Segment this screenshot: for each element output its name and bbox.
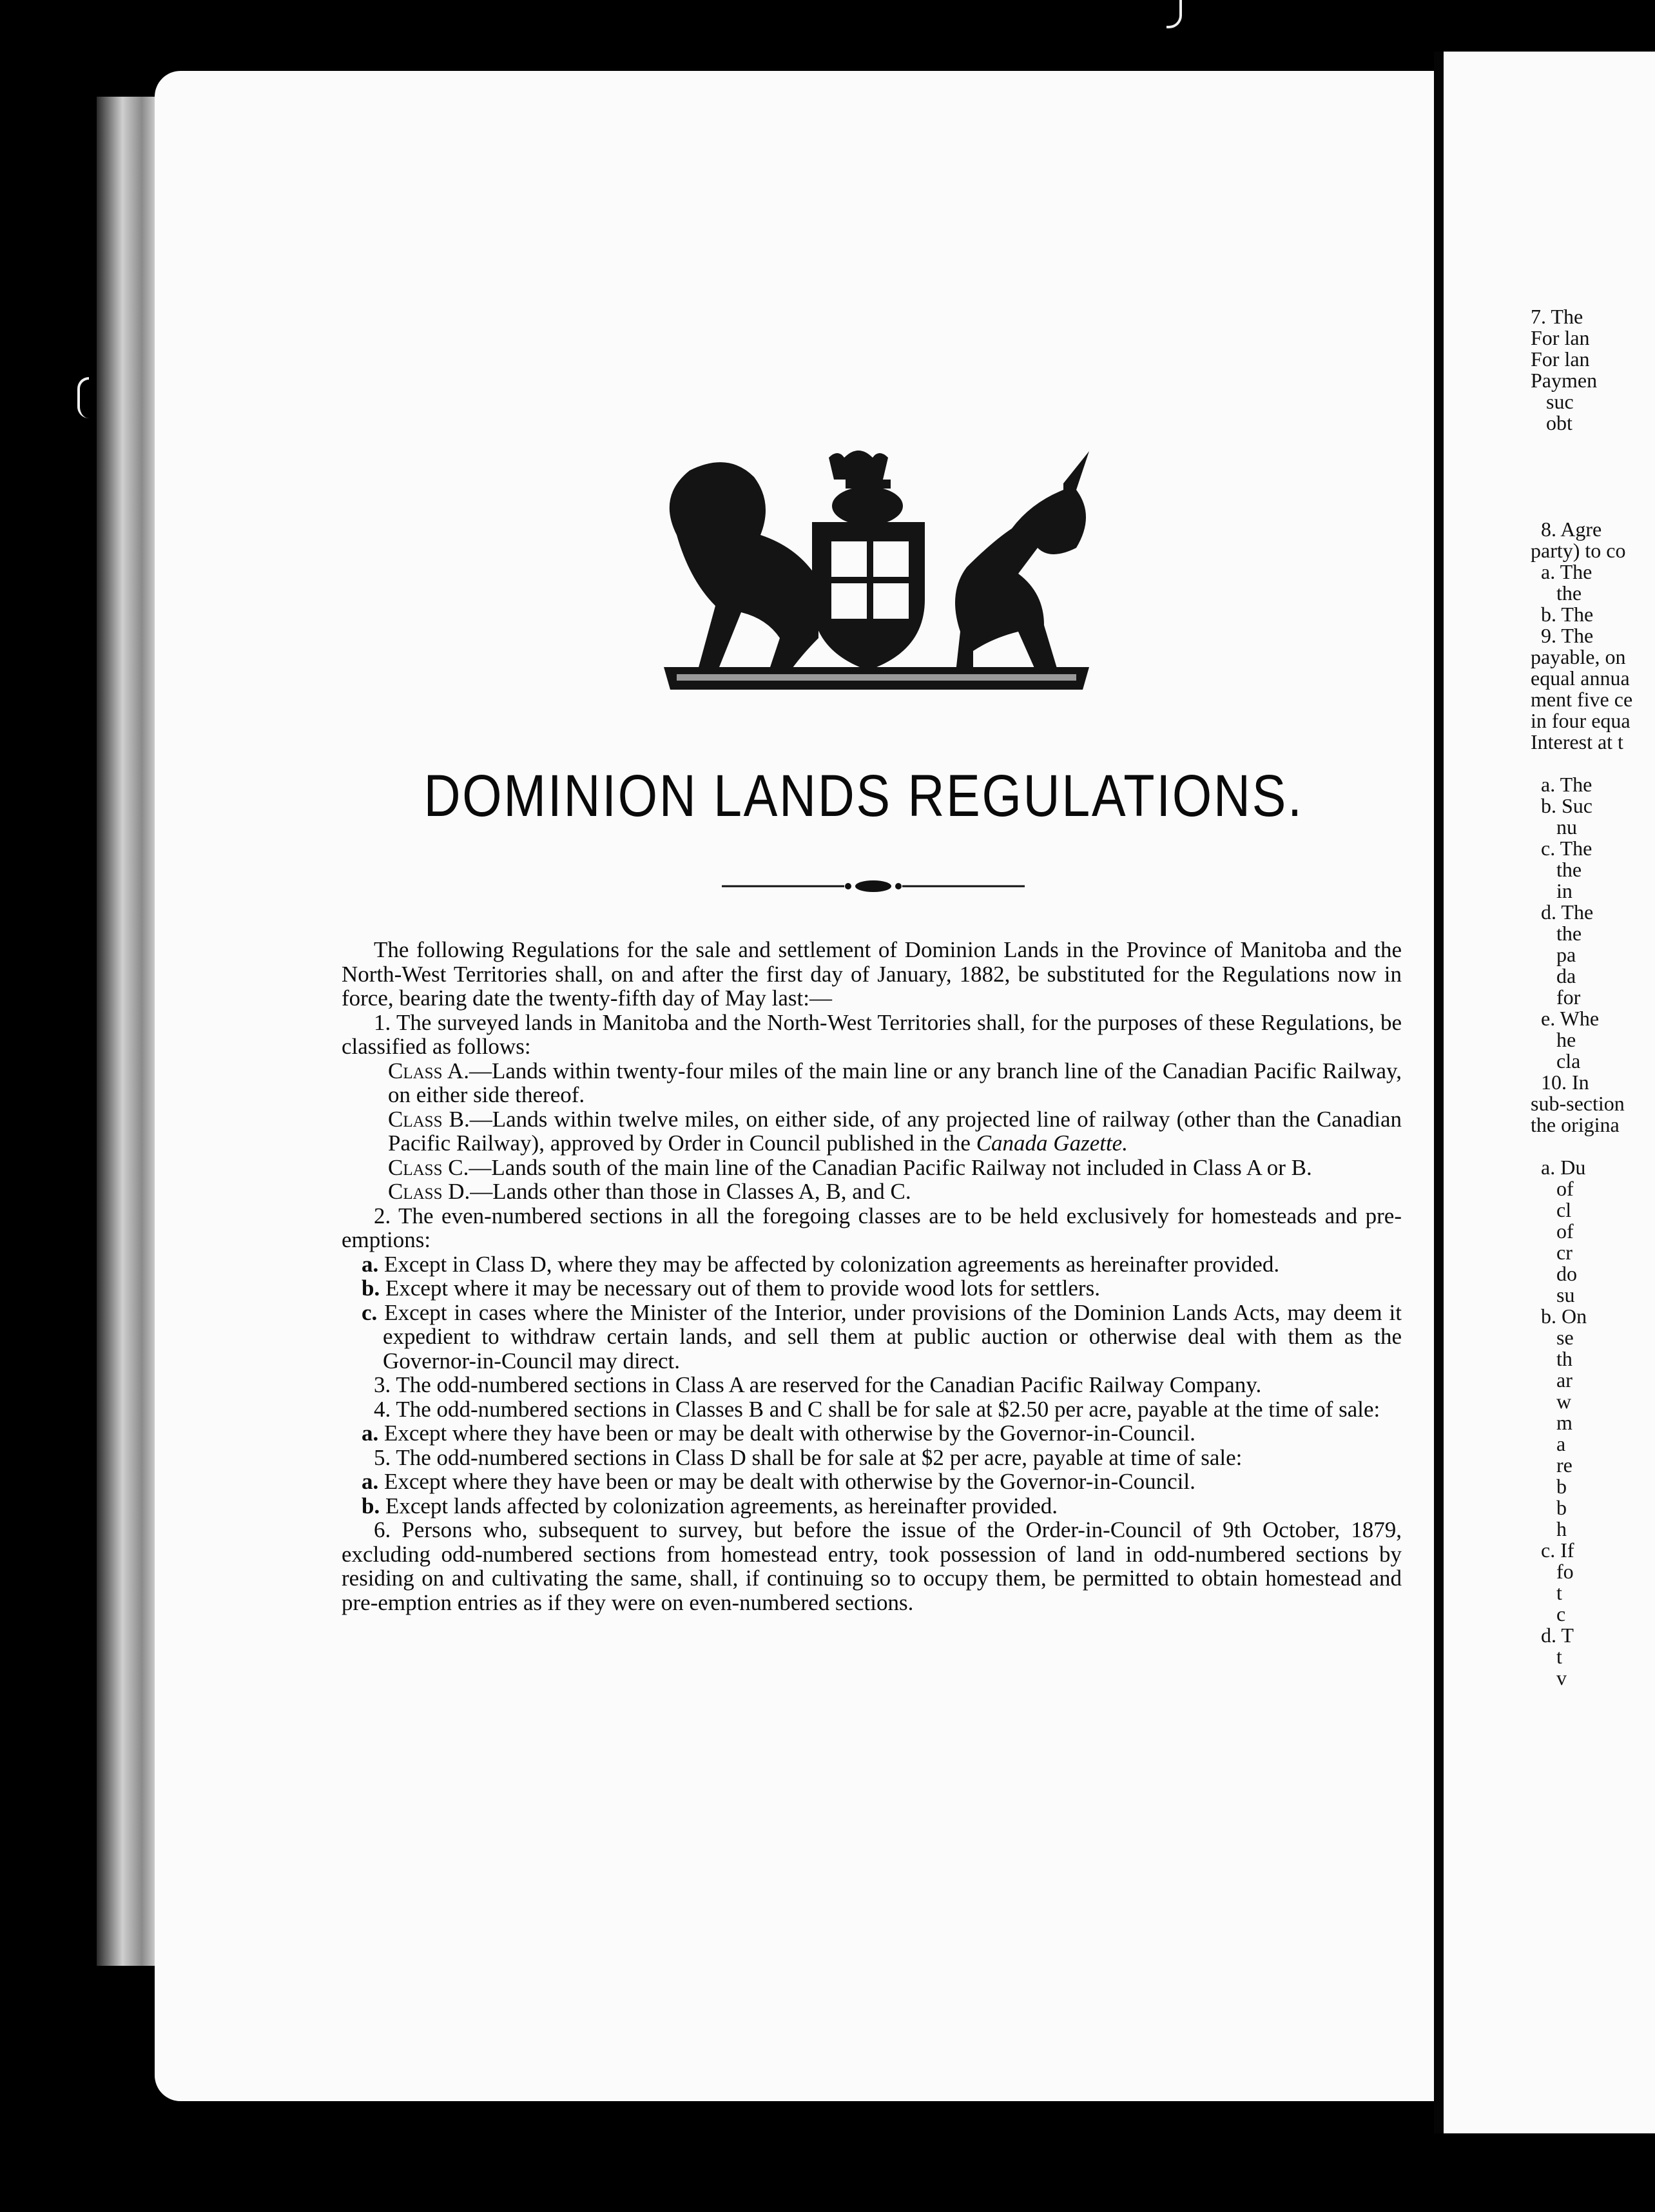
class-b <box>342 1107 1402 1156</box>
book-page-edges <box>97 97 161 1966</box>
section-6: 6. Persons who, subsequent to survey, but before the issue of the Order-in-Council of 9th October, 1879, excluding odd-numbered sections from homestead entry, took possession of land in odd-numbered sections by residing on and cultivating the same, shall, if continuing so to occupy them, be permitted to obtain homestead and pre-emption entries as if they were on even-numbered sections. <box>342 1517 1402 1615</box>
clause-label: b. <box>362 1493 380 1518</box>
class-a <box>342 1059 1402 1107</box>
section-5-a <box>342 1470 1402 1494</box>
clause-label: a. <box>362 1251 379 1277</box>
regulations-body <box>342 938 1402 1615</box>
class-a-label: Class A. <box>388 1058 469 1083</box>
class-c-text: —Lands south of the main line of the Canadian Pacific Railway not included in Class A or B. <box>469 1154 1312 1180</box>
intro-paragraph: The following Regulations for the sale and settlement of Dominion Lands in the Province of Manitoba and the North-West Territories shall, on and after the first day of January, 1882, be substituted for the Regulations now in force, bearing date the twenty-fifth day of May last:— <box>342 937 1402 1011</box>
clause-text: Except lands affected by colonization agreements, as hereinafter provided. <box>385 1493 1058 1518</box>
scan-artifact <box>77 377 89 418</box>
section-1: 1. The surveyed lands in Manitoba and the North-West Territories shall, for the purposes of these Regulations, be classified as follows: <box>342 1009 1402 1059</box>
clause-label: a. <box>362 1469 379 1494</box>
clause-label: c. <box>362 1299 378 1325</box>
adjacent-page-text: 7. The For lan For lan Paymen suc obt 8. Agre party) to co a. The the b. The 9. The payable, on equal annua ment five ce in four equa Interest at t a. The b. Suc nu c. The the in d. The the pa da for e. Whe he cla 10. In sub-section the origina a. Du of cl of cr do su b. On se th ar w m a re b b h c. If fo t c d. T t v <box>1531 306 1633 1689</box>
class-a-text: —Lands within twenty-four miles of the main line or any branch line of the Canadian Pacific Railway, on either side thereof. <box>388 1058 1402 1107</box>
section-5: 5. The odd-numbered sections in Class D shall be for sale at $2 per acre, payable at time of sale: <box>374 1444 1243 1470</box>
clause-label: b. <box>362 1276 380 1301</box>
class-c-label: Class C. <box>388 1154 469 1180</box>
section-4: 4. The odd-numbered sections in Classes B and C shall be for sale at $2.50 per acre, payable at the time of sale: <box>374 1396 1380 1422</box>
section-2: 2. The even-numbered sections in all the foregoing classes are to be held exclusively for homesteads and pre-emptions: <box>342 1203 1402 1252</box>
clause-text: Except where it may be necessary out of them to provide wood lots for settlers. <box>385 1276 1100 1301</box>
class-b-label: Class B. <box>388 1106 470 1132</box>
section-5-b <box>342 1494 1402 1518</box>
clause-text: Except in Class D, where they may be affected by colonization agreements as hereinafter provided. <box>384 1251 1280 1277</box>
section-3: 3. The odd-numbered sections in Class A are reserved for the Canadian Pacific Railway Company. <box>374 1372 1262 1397</box>
class-d <box>342 1179 1402 1204</box>
clause-text: Except where they have been or may be dealt with otherwise by the Governor-in-Council. <box>384 1421 1195 1446</box>
section-4-a <box>342 1421 1402 1446</box>
section-2-a <box>342 1252 1402 1277</box>
canada-gazette-ref: Canada Gazette. <box>976 1130 1128 1156</box>
clause-label: a. <box>362 1421 379 1446</box>
class-c <box>342 1156 1402 1180</box>
document-title: DOMINION LANDS REGULATIONS. <box>423 763 1304 829</box>
divider-ornament <box>722 877 1025 896</box>
clause-text: Except in cases where the Minister of the Interior, under provisions of the Dominion Lands Acts, may deem it expedient to withdraw certain lands, and sell them at public auction or otherwise deal with them as the Governor-in-Council may direct. <box>383 1299 1402 1373</box>
class-d-text: —Lands other than those in Classes A, B, and C. <box>470 1179 911 1204</box>
clause-text: Except where they have been or may be dealt with otherwise by the Governor-in-Council. <box>384 1469 1195 1494</box>
class-d-label: Class D. <box>388 1179 470 1204</box>
section-2-b <box>342 1276 1402 1301</box>
royal-coat-of-arms-icon <box>651 445 1096 699</box>
class-b-text: —Lands within twelve miles, on either side, of any projected line of railway (other than the Canadian Pacific Railway), approved by Order in Council published in the <box>388 1106 1402 1156</box>
section-2-c <box>342 1301 1402 1373</box>
